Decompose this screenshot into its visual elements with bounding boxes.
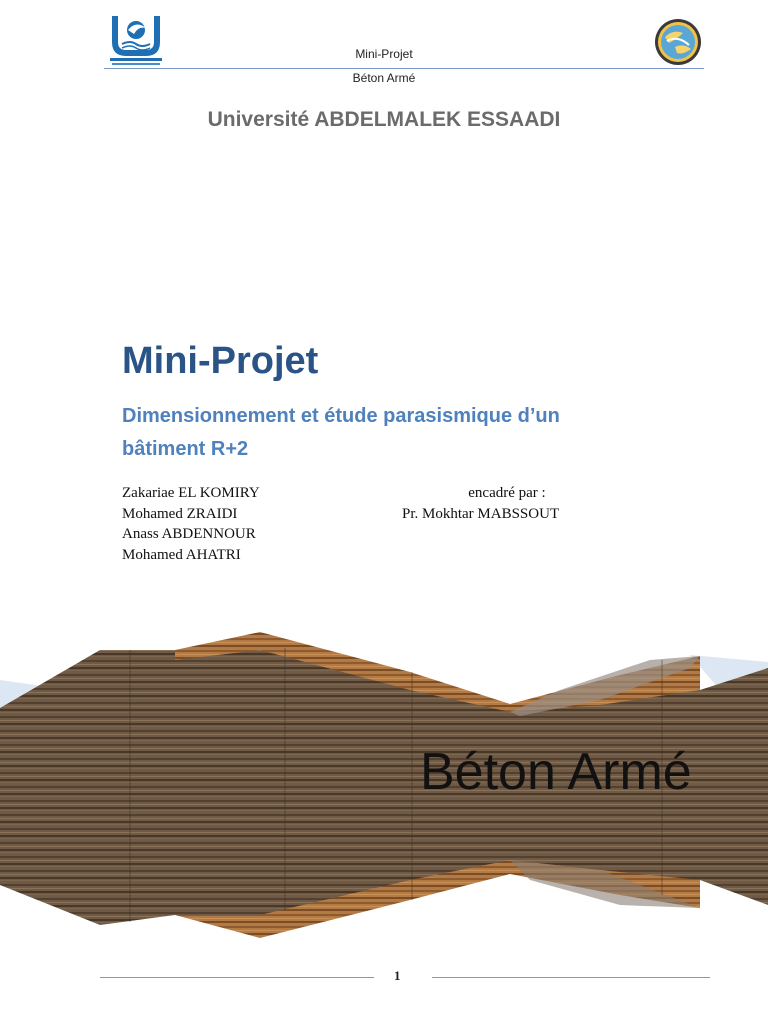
page-number: 1	[394, 968, 401, 983]
university-name: Université ABDELMALEK ESSAADI	[207, 108, 561, 131]
supervisor-block	[402, 483, 612, 524]
header-divider	[104, 68, 704, 69]
author-name: Mohamed ZRAIDI	[122, 505, 238, 522]
project-title: Mini-Projet	[122, 340, 319, 382]
project-subtitle: Dimensionnement et étude parasismique d’un bâtiment R+2	[122, 405, 560, 460]
header-title: Mini-Projet	[355, 47, 413, 61]
supervisor-name: Pr. Mokhtar MABSSOUT	[402, 505, 560, 522]
header-subtitle: Béton Armé	[352, 71, 416, 85]
footer-divider-right	[432, 977, 710, 978]
cover-art-label: Béton Armé	[420, 743, 692, 801]
footer-divider-left	[100, 977, 374, 978]
authors-list	[122, 483, 260, 565]
author-name: Anass ABDENNOUR	[122, 526, 256, 542]
author-name: Zakariae EL KOMIRY	[122, 485, 260, 501]
supervisor-label: encadré par :	[468, 485, 546, 501]
author-name: Mohamed AHATRI	[122, 546, 241, 563]
